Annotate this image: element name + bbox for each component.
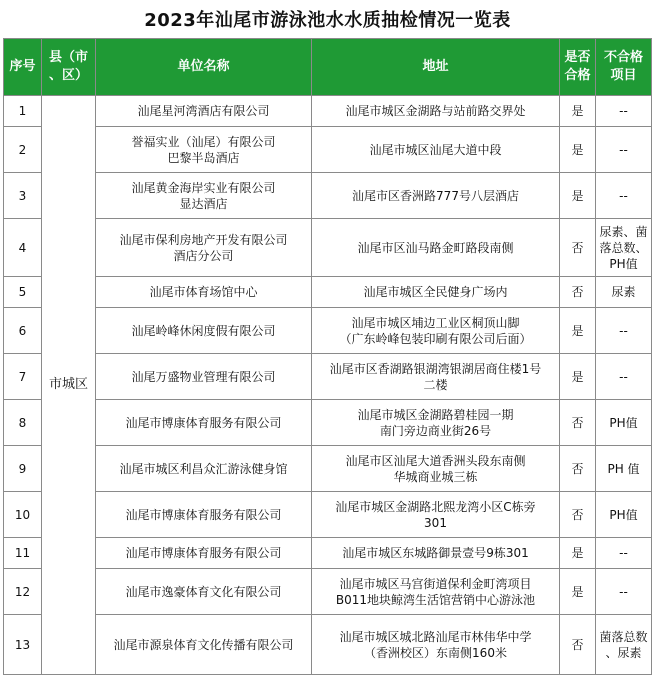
cell-address: [312, 219, 560, 277]
table-row: [4, 277, 652, 308]
cell-pass: 是: [560, 569, 596, 615]
cell-unit: [96, 446, 312, 492]
address-line: 汕尾市城区东城路御景壹号9栋301: [342, 546, 529, 560]
address-line: 南门旁边商业街26号: [379, 423, 492, 438]
fail-line: 菌落总数: [599, 629, 648, 644]
header-pass-line2: 合格: [564, 68, 591, 83]
cell-seq: 8: [4, 400, 42, 446]
address-line: 301: [424, 515, 447, 530]
cell-unit: [96, 538, 312, 569]
address-line: 汕尾市城区汕尾大道中段: [369, 142, 502, 157]
cell-address: [312, 354, 560, 400]
address-line: 华城商业城三栋: [393, 469, 478, 484]
cell-address: [312, 615, 560, 675]
table-row: [4, 219, 652, 277]
cell-fail-items: [596, 308, 652, 354]
address-line: 汕尾市城区金湖路北熙龙湾小区C栋旁: [335, 499, 536, 514]
cell-fail-items: [596, 173, 652, 219]
cell-address: [312, 400, 560, 446]
cell-unit: [96, 615, 312, 675]
cell-fail-items: [596, 569, 652, 615]
cell-seq: 1: [4, 96, 42, 127]
unit-line: 誉福实业（汕尾）有限公司: [131, 134, 276, 149]
fail-line: PH 值: [607, 461, 640, 476]
address-line: （香洲校区）东南侧160米: [364, 645, 507, 660]
fail-line: 落总数、: [599, 240, 648, 255]
table-header-row: [4, 39, 652, 96]
address-line: 汕尾市区汕马路金町路段南侧: [357, 240, 514, 255]
address-line: 汕尾市区香洲路777号八层酒店: [352, 188, 519, 203]
fail-line: --: [619, 188, 628, 203]
table-row: [4, 400, 652, 446]
cell-pass: 否: [560, 446, 596, 492]
table-row: [4, 308, 652, 354]
unit-line: 汕尾市博康体育服务有限公司: [125, 415, 282, 430]
cell-unit: [96, 173, 312, 219]
cell-address: [312, 492, 560, 538]
cell-unit: [96, 96, 312, 127]
header-address: 地址: [312, 39, 560, 96]
table-row: [4, 173, 652, 219]
table-row: [4, 492, 652, 538]
cell-fail-items: [596, 127, 652, 173]
unit-line: 汕尾市体育场馆中心: [149, 285, 258, 299]
fail-line: --: [619, 323, 628, 338]
cell-seq: 10: [4, 492, 42, 538]
table-row: [4, 569, 652, 615]
cell-address: [312, 569, 560, 615]
unit-line: 汕尾市逸豪体育文化有限公司: [125, 584, 282, 599]
fail-line: --: [619, 546, 628, 560]
unit-line: 巴黎半岛酒店: [167, 150, 240, 165]
fail-line: 尿素、菌: [599, 224, 648, 239]
cell-unit: [96, 277, 312, 308]
cell-fail-items: [596, 492, 652, 538]
cell-address: [312, 446, 560, 492]
header-district-line1: 县（市: [48, 50, 88, 65]
table-row: [4, 127, 652, 173]
cell-fail-items: [596, 96, 652, 127]
table-row: [4, 446, 652, 492]
cell-pass: 否: [560, 219, 596, 277]
cell-seq: 6: [4, 308, 42, 354]
cell-seq: 5: [4, 277, 42, 308]
fail-line: --: [619, 584, 628, 599]
address-line: 汕尾市城区埔边工业区桐顶山脚: [351, 315, 520, 330]
cell-pass: 否: [560, 400, 596, 446]
cell-fail-items: [596, 219, 652, 277]
cell-seq: 4: [4, 219, 42, 277]
fail-line: 、尿素: [605, 645, 642, 660]
address-line: 汕尾市城区金湖路碧桂园一期: [357, 407, 514, 422]
water-quality-table: [3, 38, 652, 675]
fail-line: PH值: [609, 415, 638, 430]
cell-pass: 是: [560, 308, 596, 354]
cell-pass: 否: [560, 277, 596, 308]
header-district-line2: 、区）: [48, 68, 88, 83]
fail-line: --: [619, 104, 628, 118]
cell-fail-items: [596, 400, 652, 446]
table-row: [4, 538, 652, 569]
cell-address: [312, 173, 560, 219]
cell-seq: 13: [4, 615, 42, 675]
unit-line: 汕尾星河湾酒店有限公司: [137, 104, 270, 118]
address-line: 汕尾市城区金湖路与站前路交界处: [345, 104, 526, 118]
unit-line: 汕尾市博康体育服务有限公司: [125, 546, 282, 560]
cell-address: [312, 538, 560, 569]
cell-pass: 否: [560, 615, 596, 675]
cell-pass: 是: [560, 354, 596, 400]
cell-seq: 2: [4, 127, 42, 173]
unit-line: 汕尾黄金海岸实业有限公司: [131, 180, 276, 195]
cell-fail-items: [596, 538, 652, 569]
cell-unit: [96, 492, 312, 538]
table-row: [4, 96, 652, 127]
cell-fail-items: [596, 277, 652, 308]
unit-line: 汕尾市保利房地产开发有限公司: [119, 232, 288, 247]
cell-seq: 11: [4, 538, 42, 569]
header-fail-line2: 项目: [610, 68, 637, 83]
fail-line: PH值: [609, 507, 638, 522]
header-district: [42, 39, 96, 96]
address-line: 汕尾市区汕尾大道香洲头段东南侧: [345, 453, 526, 468]
address-line: 汕尾市城区城北路汕尾市林伟华中学: [339, 629, 532, 644]
page-title: 2023年汕尾市游泳池水水质抽检情况一览表: [144, 10, 511, 31]
unit-line: 汕尾万盛物业管理有限公司: [131, 369, 276, 384]
cell-fail-items: [596, 446, 652, 492]
cell-seq: 7: [4, 354, 42, 400]
cell-pass: 是: [560, 127, 596, 173]
cell-address: [312, 96, 560, 127]
header-seq: 序号: [4, 39, 42, 96]
unit-line: 汕尾岭峰休闲度假有限公司: [131, 323, 276, 338]
cell-unit: [96, 354, 312, 400]
cell-seq: 3: [4, 173, 42, 219]
cell-unit: [96, 400, 312, 446]
cell-unit: [96, 569, 312, 615]
cell-seq: 9: [4, 446, 42, 492]
cell-pass: 是: [560, 538, 596, 569]
address-line: 二楼: [423, 377, 448, 392]
address-line: （广东岭峰包装印刷有限公司后面）: [339, 331, 532, 346]
cell-address: [312, 308, 560, 354]
cell-fail-items: [596, 354, 652, 400]
cell-unit: [96, 308, 312, 354]
unit-line: 显达酒店: [179, 196, 228, 211]
header-unit: 单位名称: [96, 39, 312, 96]
cell-fail-items: [596, 615, 652, 675]
cell-district: 市城区: [42, 96, 96, 675]
header-fail-line1: 不合格: [603, 50, 643, 65]
unit-line: 汕尾市城区利昌众汇游泳健身馆: [119, 461, 288, 476]
header-pass-line1: 是否: [564, 50, 591, 65]
cell-pass: 否: [560, 492, 596, 538]
cell-pass: 是: [560, 173, 596, 219]
table-row: [4, 354, 652, 400]
fail-line: --: [619, 369, 628, 384]
address-line: 汕尾市区香湖路银湖湾银湖居商住楼1号: [329, 361, 542, 376]
unit-line: 汕尾市博康体育服务有限公司: [125, 507, 282, 522]
cell-pass: 是: [560, 96, 596, 127]
fail-line: --: [619, 142, 628, 157]
cell-address: [312, 127, 560, 173]
unit-line: 汕尾市源泉体育文化传播有限公司: [113, 637, 294, 652]
fail-line: PH值: [609, 256, 638, 271]
cell-unit: [96, 127, 312, 173]
cell-unit: [96, 219, 312, 277]
header-pass: [560, 39, 596, 96]
fail-line: 尿素: [611, 285, 636, 299]
address-line: B011地块鲸湾生活馆营销中心游泳池: [335, 592, 536, 607]
unit-line: 酒店分公司: [173, 248, 234, 263]
table-row: [4, 615, 652, 675]
address-line: 汕尾市城区马宫街道保利金町湾项目: [339, 576, 532, 591]
address-line: 汕尾市城区全民健身广场内: [363, 285, 508, 299]
cell-seq: 12: [4, 569, 42, 615]
cell-address: [312, 277, 560, 308]
header-fail-items: [596, 39, 652, 96]
